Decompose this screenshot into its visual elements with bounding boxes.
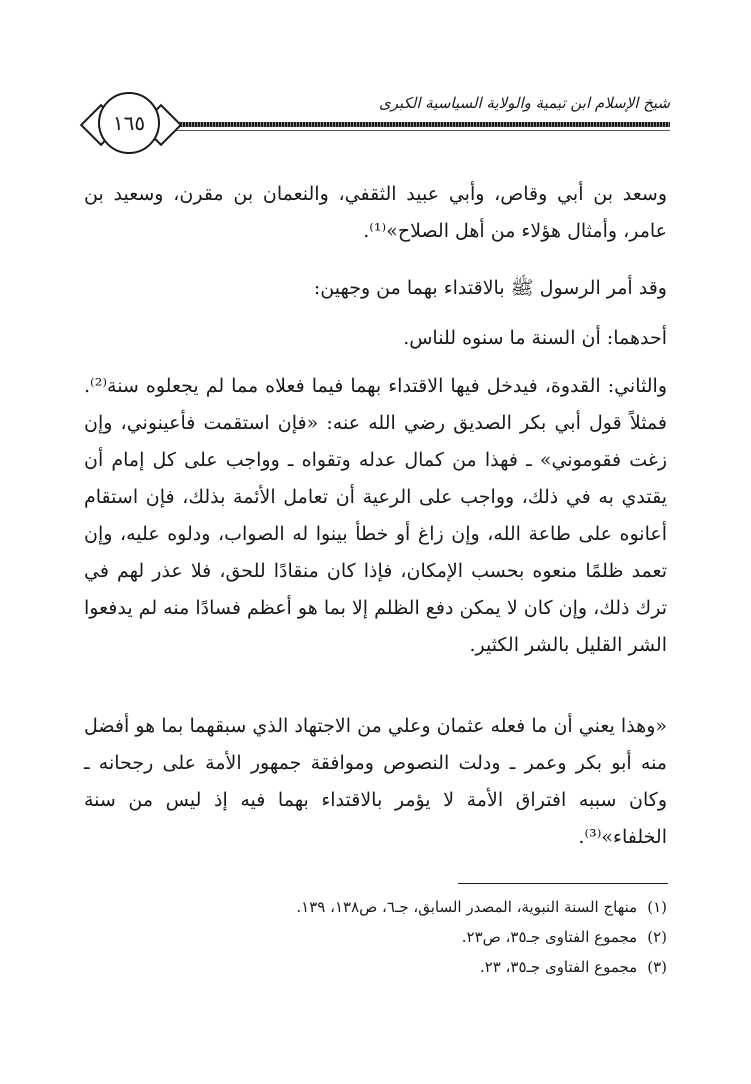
header-rule <box>168 122 670 127</box>
footnote-text: منهاج السنة النبوية، المصدر السابق، جـ٦، ص١٣٨، ١٣٩. <box>296 898 638 916</box>
page-header <box>60 92 670 162</box>
footnote-rule <box>458 883 668 884</box>
header-rule-thin <box>168 130 670 131</box>
footnote-number: (١) <box>647 898 667 916</box>
footnote-1 <box>84 892 667 922</box>
footnotes <box>84 892 667 982</box>
footnote-number: (٢) <box>647 928 667 946</box>
footnote-3 <box>84 952 667 982</box>
paragraph-2: وقد أمر الرسول ﷺ بالاقتداء بهما من وجهين: <box>313 277 667 299</box>
footnote-text: مجموع الفتاوى جـ٣٥، ٢٣. <box>479 958 638 976</box>
paragraph-4: والثاني: القدوة، فيدخل فيها الاقتداء بهما فيما فعلاه مما لم يجعلوه سنة⁽²⁾. فمثلاً قول أبي بكر الصديق رضي الله عنه: «فإن استقمت فأعينوني، وإن زغت فقوموني» ـ فهذا من كمال عدله وتقواه ـ وواجب على كل إمام أن يقتدي به في ذلك، وواجب على الرعية أن تعامل الأئمة بذلك، فإن استقام أعانوه على طاعة الله، وإن زاغ أو خطأ بينوا له الصواب، ودلوه عليه، وإن تعمد ظلمًا منعوه بحسب الإمكان، فإذا كان منقادًا للحق، فلا عذر لهم في ترك ذلك، وإن كان لا يمكن دفع الظلم إلا بما هو أعظم فسادًا منه لم يدفعوا الشر القليل بالشر الكثير. <box>84 375 667 656</box>
paragraph-3: أحدهما: أن السنة ما سنوه للناس. <box>403 327 667 349</box>
paragraph-5: «وهذا يعني أن ما فعله عثمان وعلي من الاجتهاد الذي سبقهما بما هو أفضل منه أبو بكر وعمر ـ ودلت النصوص وموافقة جمهور الأمة على رجحانه ـ وكان سببه افتراق الأمة لا يؤمر بالاقتداء بهما فيه إذ ليس من سنة الخلفاء»⁽³⁾. <box>84 715 667 848</box>
footnote-text: مجموع الفتاوى جـ٣٥، ص٢٣. <box>461 928 638 946</box>
footnote-number: (٣) <box>647 958 667 976</box>
running-title: شيخ الإسلام ابن تيمية والولاية السياسية الكبرى <box>378 94 670 112</box>
footnote-2 <box>84 922 667 952</box>
paragraph-1: وسعد بن أبي وقاص، وأبي عبيد الثقفي، والنعمان بن مقرن، وسعيد بن عامر، وأمثال هؤلاء من أهل الصلاح»⁽¹⁾. <box>84 183 667 242</box>
page-number: ١٦٥ <box>98 92 160 154</box>
